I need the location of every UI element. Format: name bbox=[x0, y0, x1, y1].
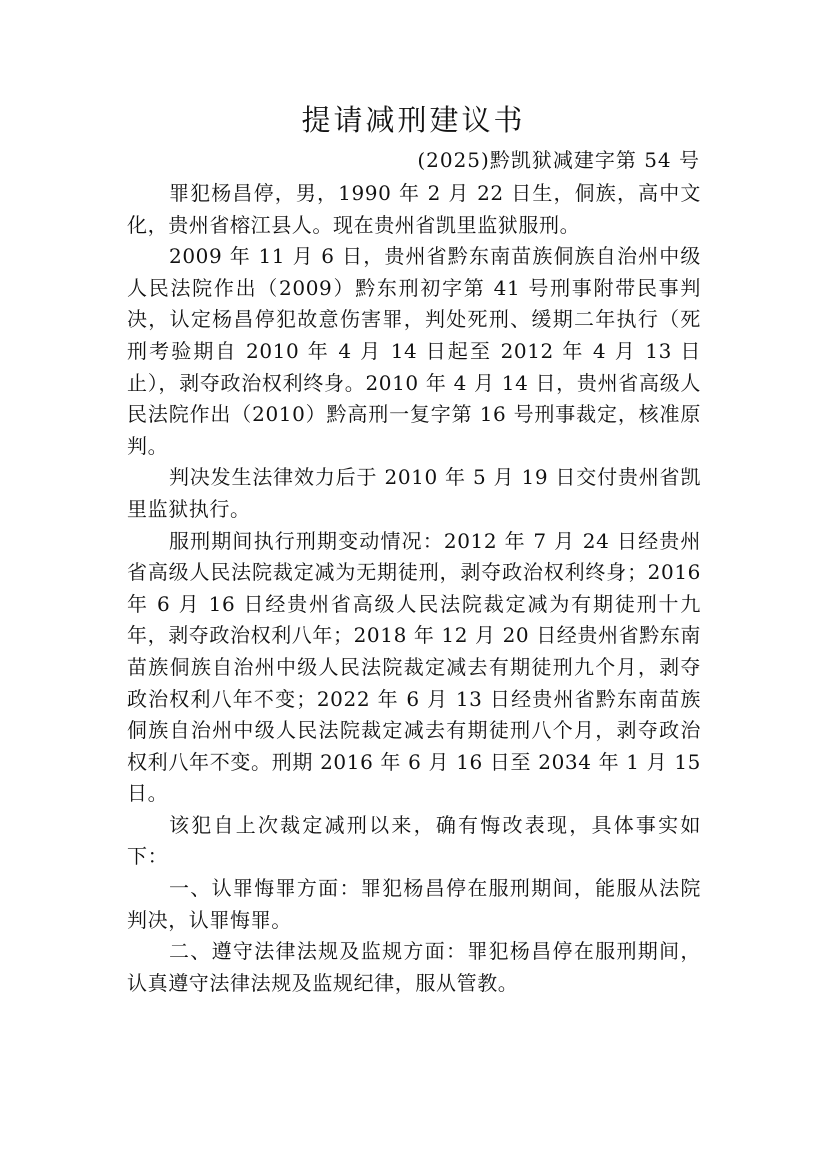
document-title: 提请减刑建议书 bbox=[301, 103, 526, 137]
document-number: (2025)黔凯狱减建字第 54 号 bbox=[417, 148, 700, 172]
paragraph-criminal-info: 罪犯杨昌停，男，1990 年 2 月 22 日生，侗族，高中文化，贵州省榕江县人。现在贵州省凯里监狱服刑。 bbox=[127, 181, 701, 237]
paragraph-repentance-intro: 该犯自上次裁定减刑以来，确有悔改表现，具体事实如下： bbox=[127, 812, 701, 869]
document-body bbox=[127, 178, 701, 999]
paragraph-rule-compliance: 二、遵守法律法规及监规方面：罪犯杨昌停在服刑期间，认真遵守法律法规及监规纪律，服从管教。 bbox=[127, 939, 701, 995]
paragraph-sentence-changes: 服刑期间执行刑期变动情况：2012 年 7 月 24 日经贵州省高级人民法院裁定减为无期徒刑，剥夺政治权利终身；2016 年 6 月 16 日经贵州省高级人民法院裁定减为有期徒刑十九年，剥夺政治权利八年；2018 年 12 月 20 日经贵州省黔东南苗族侗族自治州中级人民法院裁定减去有期徒刑九个月，剥夺政治权利八年不变；2022 年 6 月 13 日经贵州省黔东南苗族侗族自治州中级人民法院裁定减去有期徒刑八个月，剥夺政治权利八年不变。刑期 2016 年 6 月 16 日至 2034 年 1 月 15 日。 bbox=[127, 528, 701, 806]
paragraph-execution-transfer: 判决发生法律效力后于 2010 年 5 月 19 日交付贵州省凯里监狱执行。 bbox=[127, 465, 701, 521]
paragraph-plea-remorse: 一、认罪悔罪方面：罪犯杨昌停在服刑期间，能服从法院判决，认罪悔罪。 bbox=[127, 876, 701, 932]
paragraph-original-judgment: 2009 年 11 月 6 日，贵州省黔东南苗族侗族自治州中级人民法院作出（2009）黔东刑初字第 41 号刑事附带民事判决，认定杨昌停犯故意伤害罪，判处死刑、缓期二年执行（死刑考验期自 2010 年 4 月 14 日起至 2012 年 4 月 13 日止），剥夺政治权利终身。2010 年 4 月 14 日，贵州省高级人民法院作出（2010）黔高刑一复字第 16 号刑事裁定，核准原判。 bbox=[127, 244, 701, 458]
